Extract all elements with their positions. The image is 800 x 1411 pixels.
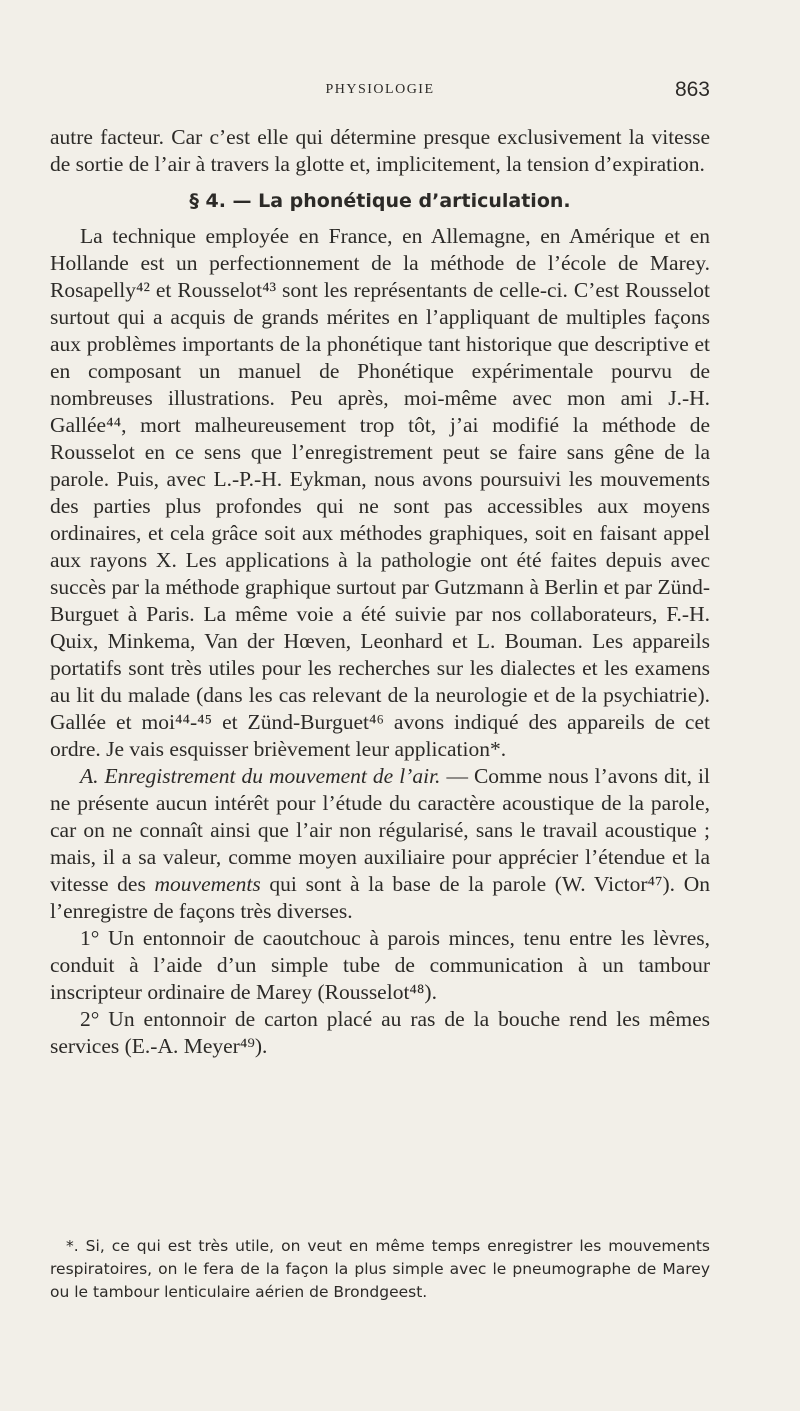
footnote-text: Si, ce qui est très utile, on veut en même temps enregistrer les mouvements respiratoires, on le fera de la façon la plus simple avec le pneumographe de Marey ou le tambour lenticulaire aérien de Brondgeest.: [50, 1237, 710, 1301]
emphasis-mouvements: mouvements: [154, 872, 261, 896]
running-title: PHYSIOLOGIE: [325, 82, 435, 97]
paragraph-articulation-technique: La technique employée en France, en Allemagne, en Amérique et en Hollande est un perfectionnement de la méthode de l’école de Marey. Rosapelly⁴² et Rousselot⁴³ sont les représentants de celle-ci. C’est Rousselot surtout qui a acquis de grands mérites en l’appliquant de multiples façons aux problèmes importants de la phonétique tant historique que descriptive et en composant un manuel de Phonétique expérimentale pourvu de nombreuses illustrations. Peu après, moi-même avec mon ami J.-H. Gallée⁴⁴, mort malheureusement trop tôt, j’ai modifié la méthode de Rousselot en ce sens que l’enregistrement peut se faire sans gêne de la parole. Puis, avec L.-P.-H. Eykman, nous avons poursuivi les mouvements des parties plus profondes qui ne sont pas accessibles aux moyens ordinaires, et cela grâce soit aux méthodes graphiques, soit en faisant appel aux rayons X. Les applications à la pathologie ont été faites depuis avec succès par la méthode graphique surtout par Gutzmann à Berlin et par Zünd-Burguet à Paris. La même voie a été suivie par nos collaborateurs, F.-H. Quix, Minkema, Van der Hœven, Leonhard et L. Bouman. Les appareils portatifs sont très utiles pour les recherches sur les dialectes et les examens au lit du malade (dans les cas relevant de la neurologie et de la psychiatrie). Gallée et moi⁴⁴-⁴⁵ et Zünd-Burguet⁴⁶ avons indiqué des appareils de cet ordre. Je vais esquisser brièvement leur application*.: [50, 224, 710, 761]
paragraph-air-recording-end: qui sont à la base de la parole (W. Victor⁴⁷). On l’enregistre de façons très diverses.: [50, 872, 710, 923]
paragraph-air-recording-text: — Comme nous l’avons dit, il ne présente aucun intérêt pour l’étude du caractère acoustique de la parole, car on ne connaît ainsi que l’air non régularisé, sans le travail acoustique ; mais, il a sa valeur, comme moyen auxiliaire pour apprécier l’étendue et la vitesse des: [50, 764, 710, 896]
footnote: [50, 1235, 710, 1304]
list-item-1: 1° Un entonnoir de caoutchouc à parois minces, tenu entre les lèvres, conduit à l’aide d’un simple tube de communication à un tambour inscripteur ordinaire de Marey (Rousselot⁴⁸).: [50, 926, 710, 1004]
running-head: [50, 78, 710, 104]
section-heading: § 4. — La phonétique d’articulation.: [189, 190, 571, 212]
list-item-2: 2° Un entonnoir de carton placé au ras de la bouche rend les mêmes services (E.-A. Meyer⁴⁹).: [50, 1007, 710, 1058]
page-number: 863: [674, 78, 710, 101]
subsection-label: A. Enregistrement du mouvement de l’air.: [80, 764, 441, 788]
paragraph-air-recording: [50, 763, 710, 925]
footnote-marker: *.: [66, 1237, 79, 1255]
body-text: [50, 124, 710, 1060]
paragraph-continuation: autre facteur. Car c’est elle qui détermine presque exclusivement la vitesse de sortie de l’air à travers la glotte et, implicitement, la tension d’expiration.: [50, 125, 710, 176]
